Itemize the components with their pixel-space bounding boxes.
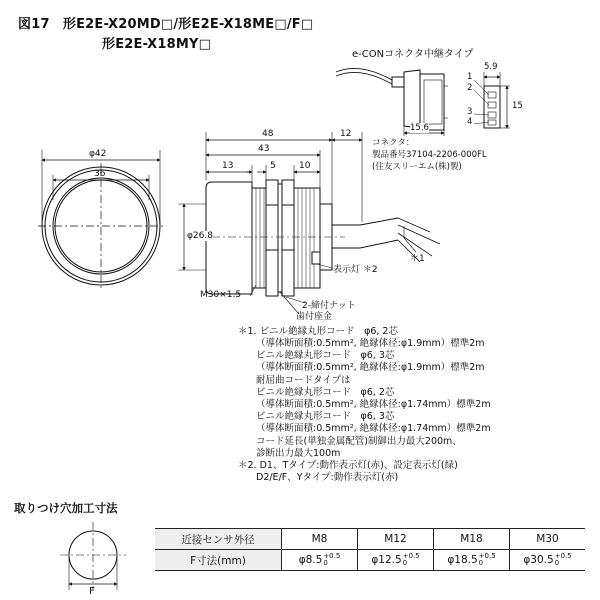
tol-plus: +0.5	[554, 552, 572, 560]
note-2: （導体断面積:0.5mm², 絶縁体径:φ1.9mm）標準2m	[256, 338, 485, 349]
tol-minus: 0	[323, 559, 328, 567]
table-cell-m30	[510, 550, 586, 571]
table-col-m8: M8	[282, 529, 358, 550]
dim-13: 13	[222, 161, 234, 171]
mounting-f-label: F	[89, 586, 95, 597]
tolerance-m30	[555, 553, 572, 567]
nut-label: 2-締付ナット	[302, 301, 356, 311]
note-13: D2/E/F、Yタイプ:動作表示灯(赤)	[256, 472, 399, 483]
value-m8: φ8.5	[298, 554, 323, 566]
note-10: コード延長(単独金属配管)制御出力最大200m、	[256, 436, 462, 447]
dim-phi42: φ42	[89, 149, 107, 159]
econ-dim-15: 15	[512, 101, 523, 111]
dim-48: 48	[262, 129, 274, 139]
tolerance-m18	[479, 553, 496, 567]
table-header-row	[155, 529, 585, 550]
table-col-m12: M12	[358, 529, 434, 550]
tol-minus: 0	[554, 559, 560, 567]
dim-5: 5	[270, 161, 276, 171]
table-col-m18: M18	[434, 529, 510, 550]
cable-mark: ＊1	[410, 254, 425, 264]
tol-minus: 0	[478, 559, 484, 567]
dim-36: 36	[94, 169, 106, 179]
tol-plus: +0.5	[402, 552, 420, 560]
connector-note-2: 製品番号37104-2206-000FL	[372, 150, 487, 160]
thread-label: M30×1.5	[200, 290, 242, 300]
value-m12: φ12.5	[371, 554, 402, 566]
tolerance-m12	[403, 553, 420, 567]
note-9: （導体断面積:0.5mm², 絶縁体径:φ1.74mm）標準2m	[256, 423, 491, 434]
table-cell-m18	[434, 550, 510, 571]
dim-phi26-8: φ26.8	[187, 231, 213, 241]
econ-dim-5-9: 5.9	[484, 62, 498, 72]
econ-pin-3: 3	[467, 107, 473, 117]
note-3: ビニル絶縁丸形コード φ6, 3芯	[256, 350, 395, 361]
value-m30: φ30.5	[523, 554, 554, 566]
connector-note-1: コネクタ：	[372, 138, 415, 148]
econ-label: e-CONコネクタ中継タイプ	[352, 49, 474, 60]
table-col-m30: M30	[510, 529, 586, 550]
f-dimension-table	[155, 528, 585, 571]
tol-plus: +0.5	[323, 552, 341, 560]
econ-pin-1: 1	[467, 72, 473, 82]
table-value-row	[155, 550, 585, 571]
note-1: ＊1. ビニル絶縁丸形コード φ6, 2芯	[238, 326, 398, 337]
dim-10: 10	[299, 161, 311, 171]
mounting-hole-drawing	[60, 522, 126, 590]
dim-12: 12	[340, 129, 352, 139]
note-7: （導体断面積:0.5mm², 絶縁体径:φ1.74mm）標準2m	[256, 399, 491, 410]
table-header-label: 近接センサ外径	[155, 529, 282, 550]
connector-note-3: (住友スリーエム(株)製)	[372, 162, 462, 172]
econ-dim-15-6: 15.6	[410, 123, 429, 133]
tol-minus: 0	[402, 559, 408, 567]
indicator-label: 表示灯 ＊2	[333, 265, 378, 275]
washer-label: 歯付座金	[296, 312, 333, 322]
note-4: （導体断面積:0.5mm², 絶縁体径:φ1.9mm）標準2m	[256, 362, 485, 373]
value-m18: φ18.5	[447, 554, 478, 566]
econ-pin-4: 4	[467, 117, 473, 127]
tol-plus: +0.5	[478, 552, 496, 560]
table-cell-m8	[282, 550, 358, 571]
tolerance-m8	[323, 553, 340, 567]
note-6: ビニル絶縁丸形コード φ6, 2芯	[256, 387, 395, 398]
note-11: 診断出力最大100m	[256, 448, 341, 459]
econ-pin-2: 2	[467, 83, 473, 93]
note-8: ビニル絶縁丸形コード φ6, 3芯	[256, 411, 395, 422]
mounting-title: 取りつけ穴加工寸法	[14, 501, 118, 515]
dim-43: 43	[258, 144, 270, 154]
table-row-label: F寸法(mm)	[155, 550, 282, 571]
figure-title-line1: 図17 形E2E-X20MD□/形E2E-X18ME□/F□	[18, 17, 314, 32]
note-12: ＊2. D1、Tタイプ:動作表示灯(赤)、設定表示灯(緑)	[238, 460, 458, 471]
table-cell-m12	[358, 550, 434, 571]
note-5: 耐屈曲コードタイプは	[256, 375, 351, 386]
figure-title-line2: 形E2E-X18MY□	[102, 37, 212, 52]
